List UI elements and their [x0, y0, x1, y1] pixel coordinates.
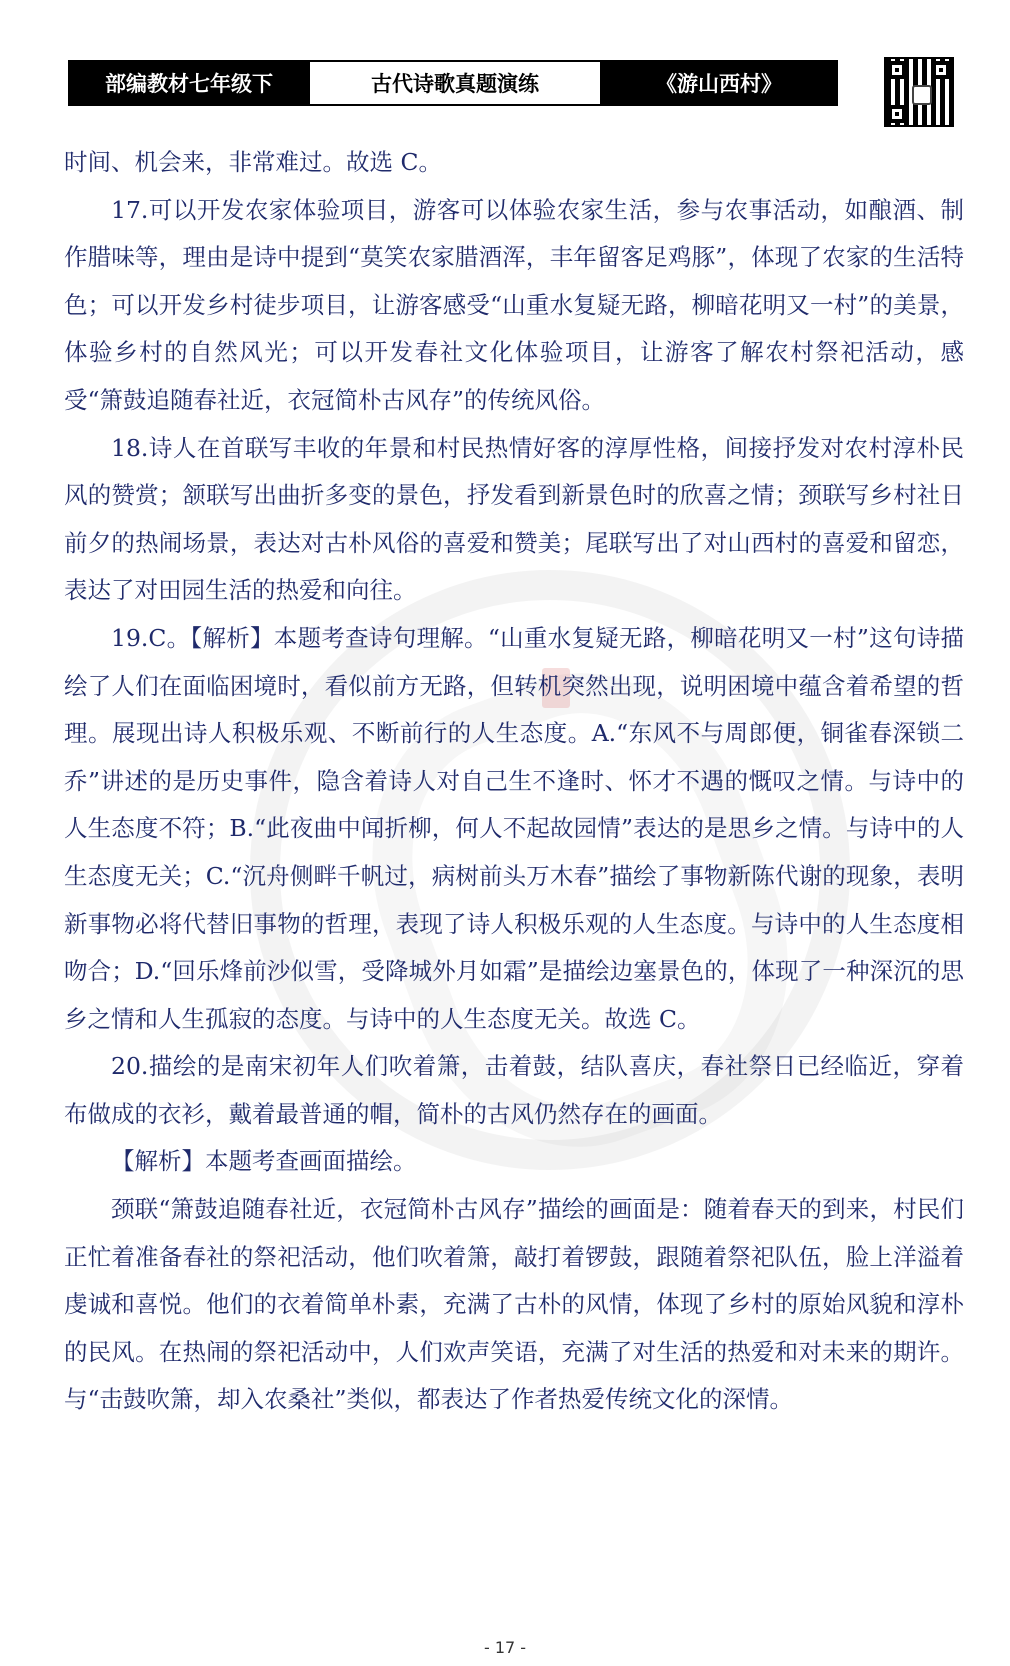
answer-content	[64, 139, 964, 1424]
analysis-label: 【解析】本题考查画面描绘。	[111, 1147, 417, 1176]
header-section-title: 古代诗歌真题演练	[308, 62, 602, 104]
answer-18: 18.诗人在首联写丰收的年景和村民热情好客的淳厚性格，间接抒发对农村淳朴民风的赞赏；颔联写出曲折多变的景色，抒发看到新景色时的欣喜之情；颈联写乡村社日前夕的热闹场景，表达对古朴风俗的喜爱和赞美；尾联写出了对山西村的喜爱和留恋，表达了对田园生活的热爱和向往。	[64, 433, 964, 605]
header-textbook: 部编教材七年级下	[70, 62, 308, 104]
answer-17: 17.可以开发农家体验项目，游客可以体验农家生活，参与农事活动，如酿酒、制作腊味等，理由是诗中提到“莫笑农家腊酒浑，丰年留客足鸡豚”，体现了农家的生活特色；可以开发乡村徒步项目，让游客感受“山重水复疑无路，柳暗花明又一村”的美景，体验乡村的自然风光；可以开发春社文化体验项目，让游客了解农村祭祀活动，感受“箫鼓追随春社近，衣冠简朴古风存”的传统风俗。	[64, 195, 964, 414]
header-poem-title: 《游山西村》	[602, 62, 836, 104]
qr-code-icon	[884, 57, 954, 127]
page-number: - 17 -	[483, 1638, 527, 1657]
answer-20: 20.描绘的是南宋初年人们吹着箫，击着鼓，结队喜庆，春社祭日已经临近，穿着布做成的衣衫，戴着最普通的帽，简朴的古风仍然存在的画面。	[64, 1052, 964, 1128]
analysis-body: 颈联“箫鼓追随春社近，衣冠简朴古风存”描绘的画面是：随着春天的到来，村民们正忙着准备春社的祭祀活动，他们吹着箫，敲打着锣鼓，跟随着祭祀队伍，脸上洋溢着虔诚和喜悦。他们的衣着简单朴素，充满了古朴的风情，体现了乡村的原始风貌和淳朴的民风。在热闹的祭祀活动中，人们欢声笑语，充满了对生活的热爱和对未来的期许。与“击鼓吹箫，却入农桑社”类似，都表达了作者热爱传统文化的深情。	[64, 1195, 964, 1414]
header-bar	[68, 60, 838, 106]
paragraph-continuation: 时间、机会来，非常难过。故选 C。	[64, 148, 442, 176]
answer-19: 19.C。【解析】本题考查诗句理解。“山重水复疑无路，柳暗花明又一村”这句诗描绘了人们在面临困境时，看似前方无路，但转机突然出现，说明困境中蕴含着希望的哲理。展现出诗人积极乐观、不断前行的人生态度。A.“东风不与周郎便，铜雀春深锁二乔”讲述的是历史事件，隐含着诗人对自己生不逢时、怀才不遇的慨叹之情。与诗中的人生态度不符；B.“此夜曲中闻折柳，何人不起故园情”表达的是思乡之情。与诗中的人生态度无关；C.“沉舟侧畔千帆过，病树前头万木春”描绘了事物新陈代谢的现象，表明新事物必将代替旧事物的哲理，表现了诗人积极乐观的人生态度。与诗中的人生态度相吻合；D.“回乐烽前沙似雪，受降城外月如霜”是描绘边塞景色的，体现了一种深沉的思乡之情和人生孤寂的态度。与诗中的人生态度无关。故选 C。	[64, 623, 964, 1033]
